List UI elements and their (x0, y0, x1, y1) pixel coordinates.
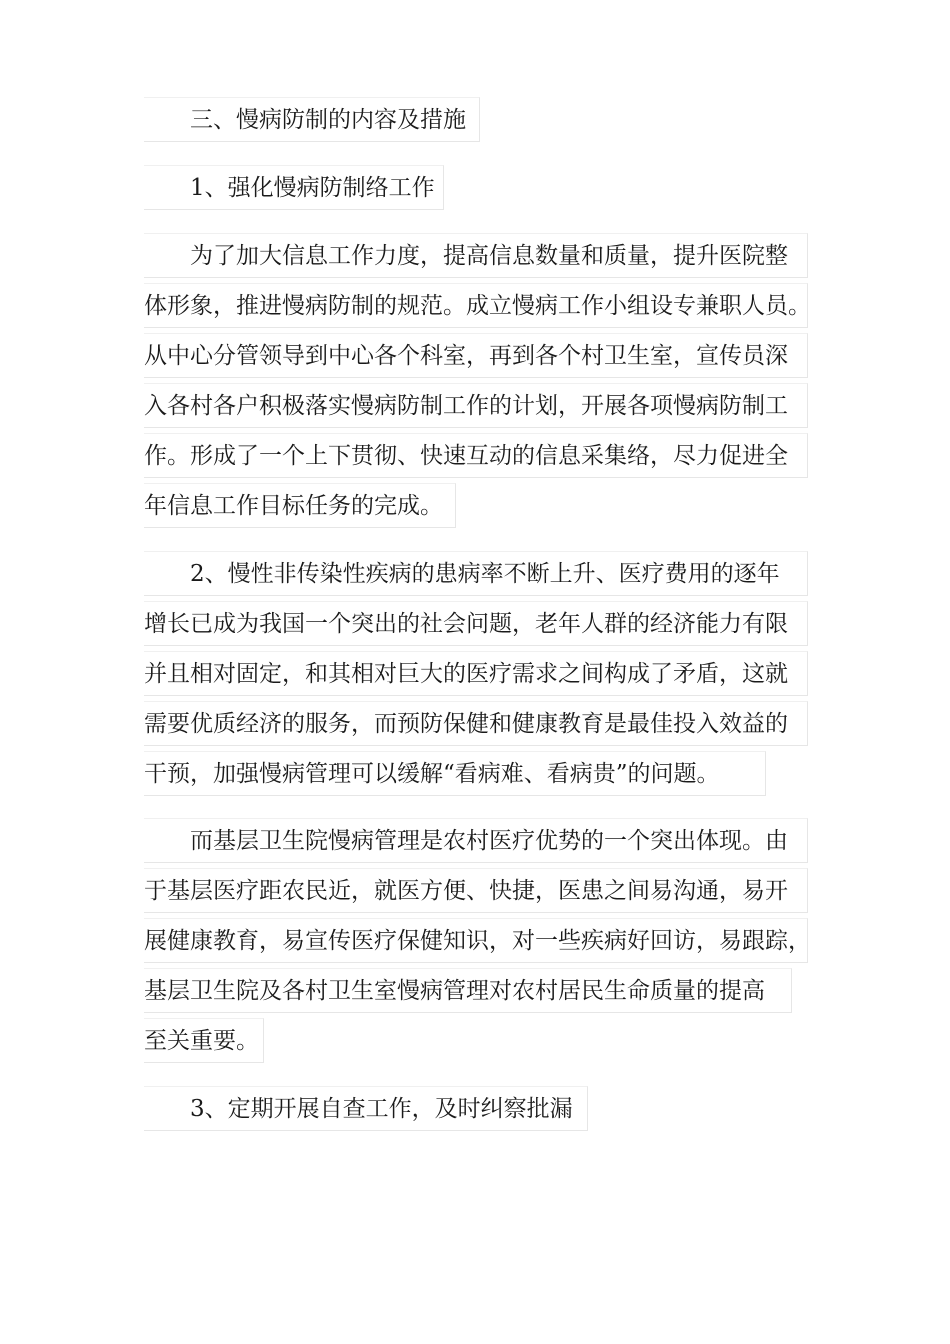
paragraph-line: 干预，加强慢病管理可以缓解“看病难、看病贵”的问题。 (144, 751, 766, 796)
item-heading-3: 3、定期开展自查工作，及时纠察批漏 (144, 1086, 588, 1131)
paragraph-line: 基层卫生院及各村卫生室慢病管理对农村居民生命质量的提高 (144, 968, 792, 1013)
paragraph-line: 至关重要。 (144, 1018, 264, 1063)
paragraph-line: 入各村各户积极落实慢病防制工作的计划，开展各项慢病防制工 (144, 383, 808, 428)
paragraph-line: 年信息工作目标任务的完成。 (144, 483, 456, 528)
paragraph-line: 展健康教育，易宣传医疗保健知识，对一些疾病好回访，易跟踪， (144, 918, 808, 963)
paragraph-line: 2、慢性非传染性疾病的患病率不断上升、医疗费用的逐年 (144, 551, 808, 596)
paragraph-line: 体形象，推进慢病防制的规范。成立慢病工作小组设专兼职人员。 (144, 283, 808, 328)
paragraph-line: 作。形成了一个上下贯彻、快速互动的信息采集络，尽力促进全 (144, 433, 808, 478)
paragraph-line: 于基层医疗距农民近，就医方便、快捷，医患之间易沟通，易开 (144, 868, 808, 913)
paragraph-line: 增长已成为我国一个突出的社会问题，老年人群的经济能力有限 (144, 601, 808, 646)
paragraph-line: 从中心分管领导到中心各个科室，再到各个村卫生室，宣传员深 (144, 333, 808, 378)
section-heading: 三、慢病防制的内容及措施 (144, 97, 480, 142)
paragraph-line: 而基层卫生院慢病管理是农村医疗优势的一个突出体现。由 (144, 818, 808, 863)
item-heading-1: 1、强化慢病防制络工作 (144, 165, 444, 210)
paragraph-line: 为了加大信息工作力度，提高信息数量和质量，提升医院整 (144, 233, 808, 278)
paragraph-line: 并且相对固定，和其相对巨大的医疗需求之间构成了矛盾，这就 (144, 651, 808, 696)
paragraph-line: 需要优质经济的服务，而预防保健和健康教育是最佳投入效益的 (144, 701, 808, 746)
